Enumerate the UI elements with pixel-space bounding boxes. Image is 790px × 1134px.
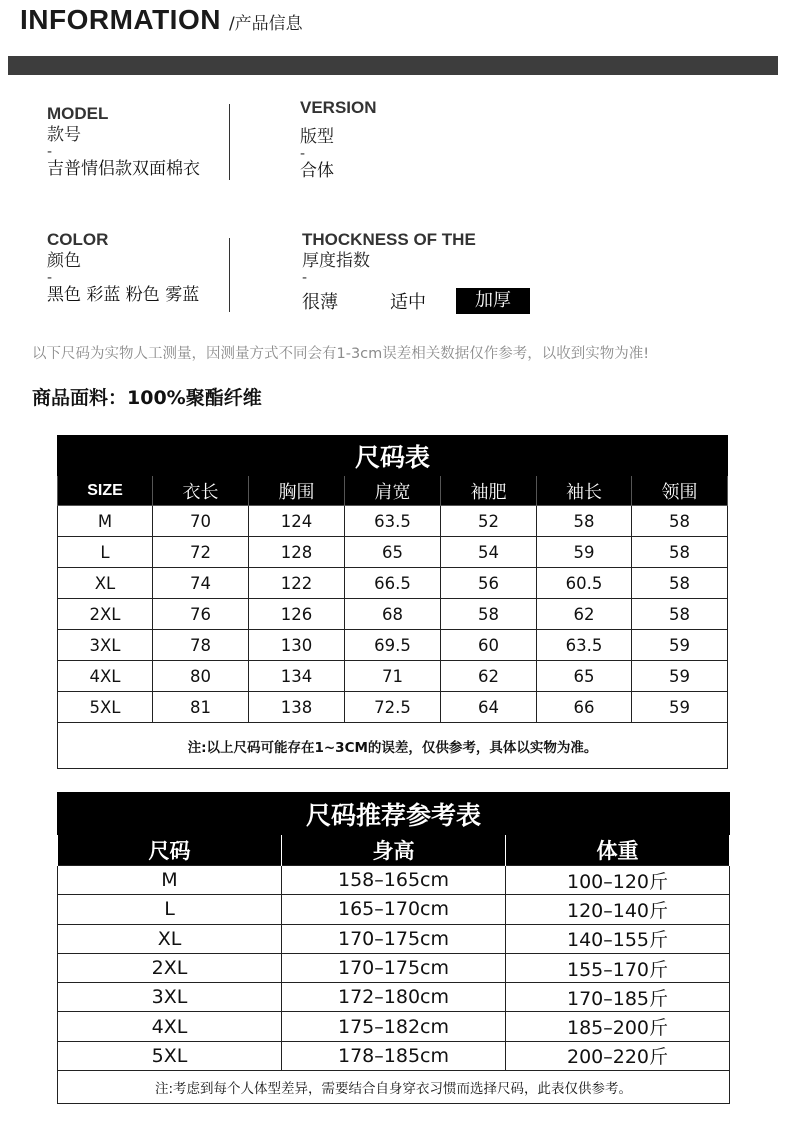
thickness-option-medium: 适中 bbox=[390, 292, 426, 313]
size-table-cell: 72 bbox=[153, 537, 249, 568]
size-table-cell: 56 bbox=[441, 568, 537, 599]
table-row bbox=[58, 506, 728, 537]
size-table-cell: 80 bbox=[153, 661, 249, 692]
color-label-en: COLOR bbox=[47, 230, 109, 249]
recommend-table-cell: 185–200斤 bbox=[506, 1012, 730, 1041]
table-row bbox=[58, 953, 730, 982]
size-table-cell: 64 bbox=[441, 692, 537, 723]
size-table bbox=[57, 435, 728, 769]
size-table-header-cell: SIZE bbox=[58, 476, 153, 506]
recommend-table-cell: 200–220斤 bbox=[506, 1041, 730, 1070]
size-table-cell: 4XL bbox=[58, 661, 153, 692]
size-table-cell: 66 bbox=[537, 692, 632, 723]
recommend-table-cell: 155–170斤 bbox=[506, 953, 730, 982]
size-table-cell: 58 bbox=[632, 568, 728, 599]
thickness-info bbox=[302, 230, 476, 284]
fabric-info: 商品面料：100%聚酯纤维 bbox=[32, 387, 262, 409]
table-row bbox=[58, 895, 730, 924]
size-table-cell: 122 bbox=[249, 568, 345, 599]
version-value: 合体 bbox=[300, 161, 334, 181]
size-table-cell: 58 bbox=[632, 537, 728, 568]
size-table-cell: 58 bbox=[537, 506, 632, 537]
size-table-cell: L bbox=[58, 537, 153, 568]
color-value: 黑色 彩蓝 粉色 雾蓝 bbox=[47, 285, 200, 305]
size-table-cell: 71 bbox=[345, 661, 441, 692]
recommend-table-cell: XL bbox=[58, 924, 282, 953]
size-table-cell: 76 bbox=[153, 599, 249, 630]
size-table-cell: 59 bbox=[632, 661, 728, 692]
recommend-table-note: 注:考虑到每个人体型差异，需要结合自身穿衣习惯而选择尺码，此表仅供参考。 bbox=[58, 1071, 730, 1104]
size-table-cell: M bbox=[58, 506, 153, 537]
recommend-table-cell: 165–170cm bbox=[282, 895, 506, 924]
version-label-en: VERSION bbox=[300, 98, 377, 117]
size-table-cell: 58 bbox=[632, 506, 728, 537]
thickness-label-en: THOCKNESS OF THE bbox=[302, 230, 476, 249]
recommend-table-header-cell: 体重 bbox=[506, 835, 730, 866]
header-bar bbox=[8, 56, 778, 75]
color-divider bbox=[229, 238, 230, 312]
thickness-option-thick-selected: 加厚 bbox=[456, 288, 530, 314]
recommend-table-cell: M bbox=[58, 866, 282, 895]
table-row bbox=[58, 599, 728, 630]
color-label-cn: 颜色 bbox=[47, 251, 81, 271]
recommend-table bbox=[57, 792, 730, 1104]
recommend-table-cell: 2XL bbox=[58, 953, 282, 982]
size-table-cell: 59 bbox=[632, 630, 728, 661]
size-table-cell: 62 bbox=[441, 661, 537, 692]
size-table-cell: 62 bbox=[537, 599, 632, 630]
size-table-cell: 59 bbox=[632, 692, 728, 723]
size-table-cell: 81 bbox=[153, 692, 249, 723]
recommend-table-cell: 120–140斤 bbox=[506, 895, 730, 924]
model-divider bbox=[229, 104, 230, 180]
size-table-cell: XL bbox=[58, 568, 153, 599]
table-row bbox=[58, 661, 728, 692]
model-value: 吉普情侣款双面棉衣 bbox=[47, 159, 200, 179]
recommend-table-header-cell: 身高 bbox=[282, 835, 506, 866]
model-label-cn: 款号 bbox=[47, 125, 81, 145]
size-table-cell: 63.5 bbox=[345, 506, 441, 537]
size-table-cell: 70 bbox=[153, 506, 249, 537]
size-table-cell: 3XL bbox=[58, 630, 153, 661]
recommend-table-cell: L bbox=[58, 895, 282, 924]
info-header bbox=[20, 4, 303, 40]
thickness-dash: - bbox=[302, 270, 308, 286]
size-table-cell: 60 bbox=[441, 630, 537, 661]
size-table-cell: 69.5 bbox=[345, 630, 441, 661]
table-row bbox=[58, 568, 728, 599]
size-table-cell: 58 bbox=[632, 599, 728, 630]
version-info bbox=[300, 98, 377, 182]
table-row bbox=[58, 1041, 730, 1070]
size-table-cell: 72.5 bbox=[345, 692, 441, 723]
thickness-option-thin: 很薄 bbox=[302, 292, 338, 313]
size-table-header-cell: 衣长 bbox=[153, 476, 249, 506]
recommend-table-cell: 170–175cm bbox=[282, 924, 506, 953]
recommend-table-header bbox=[58, 835, 730, 866]
size-table-cell: 126 bbox=[249, 599, 345, 630]
recommend-table-cell: 158–165cm bbox=[282, 866, 506, 895]
recommend-table-cell: 178–185cm bbox=[282, 1041, 506, 1070]
table-row bbox=[58, 692, 728, 723]
thickness-scale bbox=[302, 288, 530, 314]
recommend-table-cell: 4XL bbox=[58, 1012, 282, 1041]
measurement-notice: 以下尺码为实物人工测量，因测量方式不同会有1-3cm误差相关数据仅作参考，以收到实物为准! bbox=[32, 346, 650, 362]
recommend-table-cell: 5XL bbox=[58, 1041, 282, 1070]
table-row bbox=[58, 983, 730, 1012]
model-label-en: MODEL bbox=[47, 104, 109, 123]
size-table-cell: 66.5 bbox=[345, 568, 441, 599]
size-table-cell: 138 bbox=[249, 692, 345, 723]
size-table-cell: 2XL bbox=[58, 599, 153, 630]
recommend-table-cell: 3XL bbox=[58, 983, 282, 1012]
size-table-cell: 128 bbox=[249, 537, 345, 568]
size-table-cell: 65 bbox=[345, 537, 441, 568]
size-table-cell: 65 bbox=[537, 661, 632, 692]
size-table-cell: 74 bbox=[153, 568, 249, 599]
size-table-header-cell: 胸围 bbox=[249, 476, 345, 506]
size-table-header-cell: 袖长 bbox=[537, 476, 632, 506]
recommend-table-cell: 175–182cm bbox=[282, 1012, 506, 1041]
size-table-cell: 124 bbox=[249, 506, 345, 537]
size-table-header-cell: 袖肥 bbox=[441, 476, 537, 506]
recommend-table-cell: 100–120斤 bbox=[506, 866, 730, 895]
size-table-cell: 59 bbox=[537, 537, 632, 568]
size-table-cell: 58 bbox=[441, 599, 537, 630]
table-row bbox=[58, 924, 730, 953]
size-table-cell: 52 bbox=[441, 506, 537, 537]
size-table-cell: 63.5 bbox=[537, 630, 632, 661]
table-row bbox=[58, 630, 728, 661]
model-info bbox=[47, 104, 200, 180]
size-table-header-cell: 领围 bbox=[632, 476, 728, 506]
table-row bbox=[58, 866, 730, 895]
table-row bbox=[58, 1012, 730, 1041]
size-table-cell: 60.5 bbox=[537, 568, 632, 599]
header-title-en: INFORMATION bbox=[20, 4, 221, 35]
recommend-table-cell: 172–180cm bbox=[282, 983, 506, 1012]
thickness-label-cn: 厚度指数 bbox=[302, 251, 370, 271]
recommend-table-cell: 140–155斤 bbox=[506, 924, 730, 953]
recommend-table-cell: 170–175cm bbox=[282, 953, 506, 982]
size-table-cell: 130 bbox=[249, 630, 345, 661]
recommend-table-header-cell: 尺码 bbox=[58, 835, 282, 866]
size-table-cell: 5XL bbox=[58, 692, 153, 723]
header-title-cn: /产品信息 bbox=[228, 14, 303, 34]
size-table-cell: 54 bbox=[441, 537, 537, 568]
model-dash: - bbox=[47, 144, 53, 160]
recommend-table-title: 尺码推荐参考表 bbox=[58, 793, 730, 835]
size-table-cell: 68 bbox=[345, 599, 441, 630]
size-table-note: 注:以上尺码可能存在1~3CM的误差，仅供参考，具体以实物为准。 bbox=[58, 723, 728, 769]
color-info bbox=[47, 230, 199, 306]
size-table-header-cell: 肩宽 bbox=[345, 476, 441, 506]
size-table-cell: 134 bbox=[249, 661, 345, 692]
table-row bbox=[58, 537, 728, 568]
color-dash: - bbox=[47, 270, 53, 286]
recommend-table-cell: 170–185斤 bbox=[506, 983, 730, 1012]
size-table-cell: 78 bbox=[153, 630, 249, 661]
version-dash: - bbox=[300, 146, 306, 162]
version-label-cn: 版型 bbox=[300, 127, 334, 147]
size-table-title: 尺码表 bbox=[58, 436, 728, 476]
size-table-header bbox=[58, 476, 728, 506]
